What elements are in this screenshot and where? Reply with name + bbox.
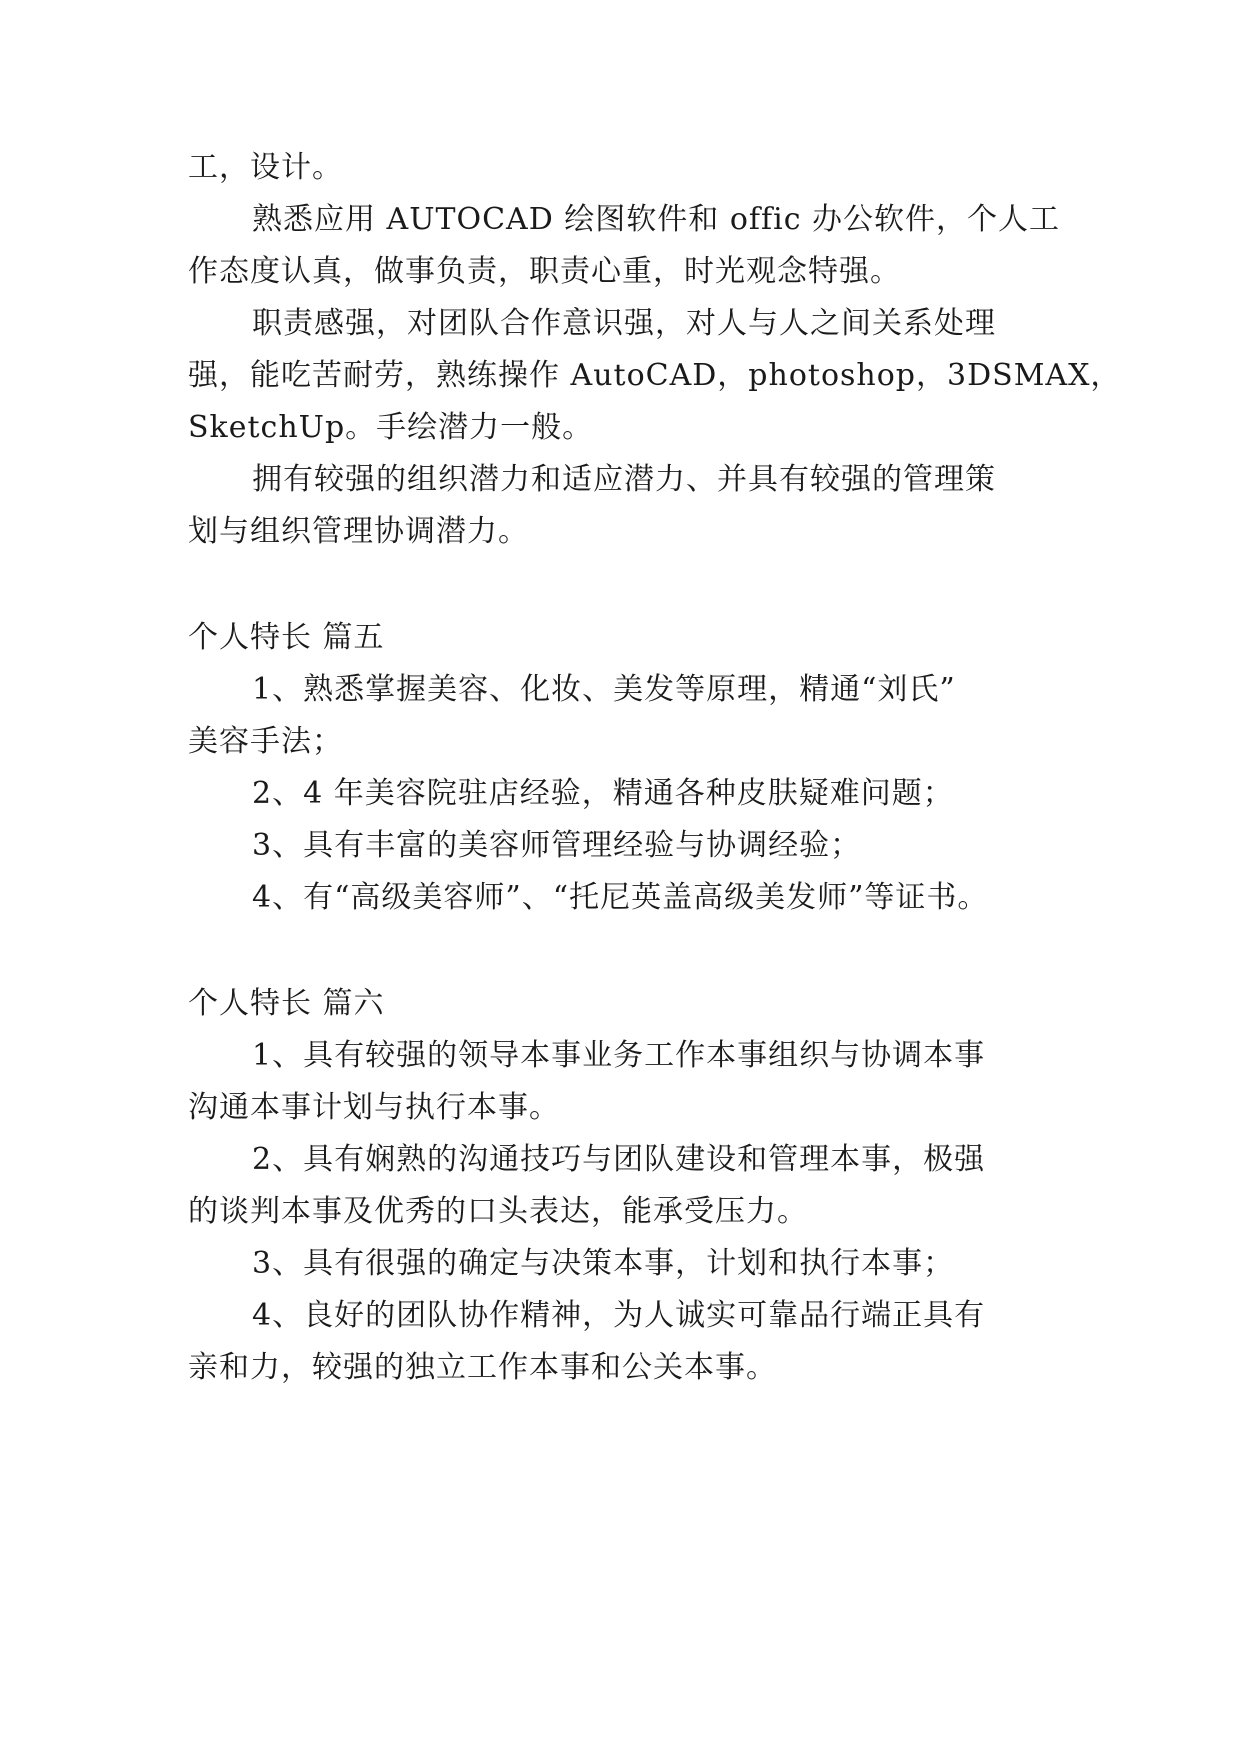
section-heading: 个人特长 篇六: [188, 986, 385, 1021]
list-item: 4、有“高级美容师”、“托尼英盖高级美发师”等证书。: [252, 880, 989, 915]
list-item: 2、4 年美容院驻店经验，精通各种皮肤疑难问题；: [252, 776, 954, 811]
list-item: 沟通本事计划与执行本事。: [188, 1090, 560, 1125]
paragraph-line: 强，能吃苦耐劳，熟练操作 AutoCAD，photoshop，3DSMAX，: [188, 358, 1122, 393]
list-item: 1、具有较强的领导本事业务工作本事组织与协调本事: [252, 1038, 986, 1073]
paragraph-line: 工，设计。: [188, 150, 343, 185]
list-item: 3、具有很强的确定与决策本事，计划和执行本事；: [252, 1246, 955, 1281]
list-item: 3、具有丰富的美容师管理经验与协调经验；: [252, 828, 862, 863]
paragraph-line: 熟悉应用 AUTOCAD 绘图软件和 offic 办公软件，个人工: [252, 202, 1061, 237]
list-item: 美容手法；: [188, 724, 343, 759]
paragraph-line: SketchUp。手绘潜力一般。: [188, 410, 594, 445]
list-item: 亲和力，较强的独立工作本事和公关本事。: [188, 1350, 777, 1385]
paragraph-line: 拥有较强的组织潜力和适应潜力、并具有较强的管理策: [252, 462, 996, 497]
list-item: 4、良好的团队协作精神，为人诚实可靠品行端正具有: [252, 1298, 986, 1333]
section-heading: 个人特长 篇五: [188, 620, 385, 655]
list-item: 2、具有娴熟的沟通技巧与团队建设和管理本事，极强: [252, 1142, 986, 1177]
paragraph-line: 作态度认真，做事负责，职责心重，时光观念特强。: [188, 254, 901, 289]
list-item: 的谈判本事及优秀的口头表达，能承受压力。: [188, 1194, 808, 1229]
paragraph-line: 职责感强，对团队合作意识强，对人与人之间关系处理: [252, 306, 996, 341]
paragraph-line: 划与组织管理协调潜力。: [188, 514, 529, 549]
list-item: 1、熟悉掌握美容、化妆、美发等原理，精通“刘氏”: [252, 672, 956, 707]
